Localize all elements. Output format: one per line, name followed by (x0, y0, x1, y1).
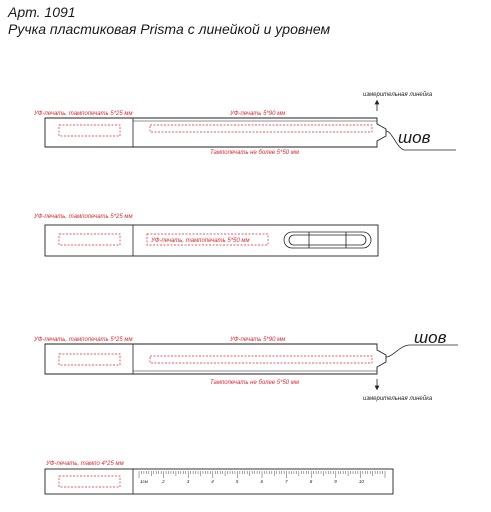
label-seam: шов (398, 128, 431, 147)
product-title: Ручка пластиковая Prisma с линейкой и уровнем (8, 21, 331, 37)
ruler-number: 10 (358, 479, 364, 484)
label-tampo-max-5x50: Тампопечать не более 5*50 мм (210, 380, 300, 386)
label-uv-tampo-5x25: УФ-печать, тампопечать 5*25 мм (34, 111, 133, 117)
view-3 (33, 328, 458, 402)
label-seam: шов (414, 328, 447, 347)
ruler-number: 6 (260, 479, 264, 484)
ruler-number: 3 (186, 479, 190, 484)
view-1 (33, 91, 456, 156)
label-uv-5x90: УФ-печать 5*90 мм (230, 337, 286, 343)
print-area-5x90 (150, 356, 372, 363)
pen-body-outline (45, 118, 386, 147)
label-uv-tampo-4x25: УФ-печать, тампо 4*25 мм (46, 461, 124, 467)
ruler-number: 2 (162, 479, 165, 484)
article-number: Арт. 1091 (8, 4, 76, 20)
ruler-number: 4 (211, 479, 214, 484)
ruler-scale (139, 471, 385, 478)
ruler-number: 7 (285, 479, 288, 484)
spirit-level-inner (289, 235, 366, 245)
spirit-level-outer (284, 232, 371, 248)
view-2 (33, 214, 378, 256)
print-area-5x90 (150, 125, 372, 132)
label-uv-tampo-5x50: УФ-печать, тампопечать 5*50 мм (151, 238, 250, 244)
ruler-number: 5 (235, 479, 239, 484)
ruler-numbers (161, 479, 364, 484)
print-area-5x25 (59, 125, 120, 136)
pen-body-outline (45, 344, 386, 374)
ruler-unit-label: 1см (140, 479, 148, 484)
label-uv-5x90: УФ-печать 5*90 мм (230, 111, 286, 117)
label-ruler-top: измерительная линейка (363, 92, 433, 98)
print-area-4x25 (59, 476, 120, 487)
view-4 (45, 461, 393, 494)
label-tampo-max-5x50: Тампопечать не более 5*50 мм (210, 150, 300, 156)
print-area-5x25 (59, 354, 120, 365)
print-area-5x25 (59, 234, 120, 245)
label-uv-tampo-5x25: УФ-печать, тампопечать 5*25 мм (34, 337, 133, 343)
label-uv-tampo-5x25: УФ-печать, тампопечать 5*25 мм (34, 214, 133, 220)
label-ruler-bottom: измерительная линейка (363, 396, 433, 402)
ruler-number: 9 (334, 479, 337, 484)
ruler-number: 8 (309, 479, 313, 484)
